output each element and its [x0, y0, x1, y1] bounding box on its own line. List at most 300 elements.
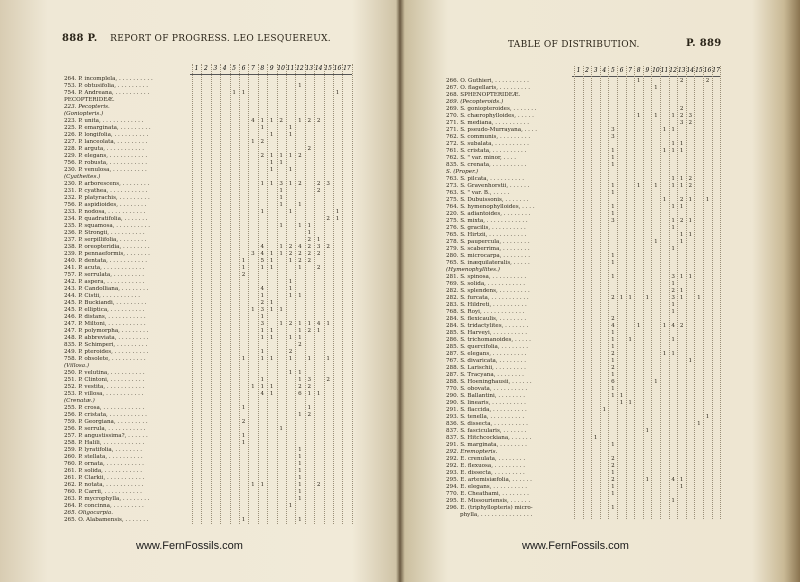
species-name: 763. S. pilcata, . . . . . . . . . . [446, 176, 524, 182]
species-name: 287. S. Tracyana, . . . . . . . . [446, 372, 524, 378]
table-row [446, 85, 720, 92]
species-name: 223. Pecopteris. [64, 104, 110, 110]
occurrence-mark: 2 [307, 384, 312, 390]
occurrence-mark: 3 [671, 274, 675, 280]
occurrence-mark: 1 [636, 113, 641, 119]
occurrence-mark: 1 [269, 307, 274, 313]
table-row [64, 314, 352, 321]
species-name: 279. S. scaberrima, . . . . . . . . [446, 246, 530, 252]
table-row [446, 484, 720, 491]
occurrence-mark: 1 [251, 139, 255, 145]
species-name: 262. P. notata, . . . . . . . . . . . [64, 482, 144, 488]
occurrence-mark: 1 [636, 183, 641, 189]
table-row [64, 370, 352, 377]
species-name: 247. P. Miltoni, . . . . . . . . . . . [64, 321, 146, 327]
species-name: 283. S. Hildreti, . . . . . . . . . . [446, 302, 527, 308]
occurrence-mark: 2 [298, 153, 302, 159]
table-row [446, 246, 720, 253]
occurrence-mark: 1 [671, 113, 675, 119]
occurrence-mark: 1 [316, 328, 321, 334]
column-header-16: 16 [333, 65, 342, 72]
column-header-16: 16 [703, 67, 712, 74]
table-row [446, 78, 720, 85]
species-name: 245. P. Buckiandi, . . . . . . . . . [64, 300, 147, 306]
occurrence-mark: 2 [611, 365, 615, 371]
species-name: 754. P. Andreana, . . . . . . . . . . [64, 90, 150, 96]
species-name: 268. SPHENOPTERIDEÆ. [446, 92, 521, 98]
table-row [446, 288, 720, 295]
occurrence-mark: 1 [679, 148, 684, 154]
occurrence-mark: 1 [662, 197, 667, 203]
species-name: 229. P. elegans, . . . . . . . . . . . [64, 153, 148, 159]
column-header-4: 4 [602, 67, 607, 74]
species-name: 835. S. crenata, . . . . . . . . . . [446, 162, 527, 168]
occurrence-mark: 1 [679, 141, 684, 147]
occurrence-mark: 1 [298, 517, 302, 523]
occurrence-mark: 1 [679, 477, 684, 483]
species-name: 753. P. obtusifolia, . . . . . . . . . [64, 83, 149, 89]
occurrence-mark: 2 [260, 139, 265, 145]
species-name: 770. S. obovata, . . . . . . . . . . [446, 386, 528, 392]
species-name: 292. Eremopteris. [446, 449, 498, 455]
table-row [446, 421, 720, 428]
table-row [64, 496, 352, 503]
occurrence-mark: 4 [298, 244, 302, 250]
table-row [446, 169, 720, 176]
table-row [64, 363, 352, 370]
occurrence-mark: 1 [619, 393, 624, 399]
occurrence-mark: 1 [654, 379, 658, 385]
species-name: 256. P. cristata, . . . . . . . . . . . [64, 412, 147, 418]
species-name: 270. S. chærophylloides, . . . . . [446, 113, 534, 119]
occurrence-mark: 1 [671, 302, 675, 308]
table-row [64, 146, 352, 153]
occurrence-mark: 1 [679, 232, 684, 238]
occurrence-mark: 1 [288, 209, 293, 215]
occurrence-mark: 2 [279, 118, 283, 124]
occurrence-mark: 1 [705, 197, 710, 203]
occurrence-mark: 1 [679, 176, 684, 182]
occurrence-mark: 1 [298, 496, 302, 502]
table-row [446, 267, 720, 274]
table-row [446, 456, 720, 463]
occurrence-mark: 1 [260, 384, 265, 390]
table-row [64, 377, 352, 384]
table-row [64, 286, 352, 293]
occurrence-mark: 1 [241, 440, 246, 446]
species-name: 220. S. adiantoides, . . . . . . . . [446, 211, 531, 217]
species-name: 233. P. nodosa, . . . . . . . . . . . [64, 209, 146, 215]
right-footer-url[interactable]: www.FernFossils.com [522, 540, 629, 552]
occurrence-mark: 1 [611, 484, 615, 490]
column-header-8: 8 [636, 67, 641, 74]
species-name: 292. E. flexuosa, . . . . . . . . . [446, 463, 526, 469]
column-divider [720, 66, 721, 519]
occurrence-mark: 1 [260, 181, 265, 187]
species-name: 756. P. aspidioides, . . . . . . . . [64, 202, 147, 208]
table-row [64, 118, 352, 125]
occurrence-mark: 3 [679, 120, 684, 126]
occurrence-mark: 1 [298, 265, 302, 271]
table-row [64, 111, 352, 118]
occurrence-mark: 1 [611, 470, 615, 476]
table-row [64, 139, 352, 146]
occurrence-mark: 1 [288, 503, 293, 509]
occurrence-mark: 1 [241, 356, 246, 362]
occurrence-mark: 1 [260, 482, 265, 488]
species-name: 247. P. polymorpha, . . . . . . . . [64, 328, 149, 334]
occurrence-mark: 1 [316, 391, 321, 397]
occurrence-mark: 2 [611, 463, 615, 469]
occurrence-mark: 1 [279, 223, 283, 229]
table-row [64, 482, 352, 489]
table-row [64, 454, 352, 461]
table-row [64, 230, 352, 237]
occurrence-mark: 1 [688, 197, 693, 203]
occurrence-mark: 1 [611, 358, 615, 364]
table-row [64, 391, 352, 398]
table-row [64, 188, 352, 195]
table-row [64, 83, 352, 90]
occurrence-mark: 2 [611, 295, 615, 301]
species-name: phylla, . . . . . . . . . . . . . . . [460, 512, 533, 518]
occurrence-mark: 1 [269, 328, 274, 334]
occurrence-mark: 2 [307, 412, 312, 418]
occurrence-mark: 1 [645, 295, 650, 301]
table-row [446, 204, 720, 211]
column-header-6: 6 [241, 65, 246, 72]
occurrence-mark: 1 [298, 489, 302, 495]
occurrence-mark: 1 [611, 386, 615, 392]
occurrence-mark: 3 [671, 295, 675, 301]
occurrence-mark: 2 [316, 265, 321, 271]
species-name: (Villosa.) [64, 363, 90, 369]
species-name: 288. S. Hoeninghausii, . . . . . . [446, 379, 532, 385]
occurrence-mark: 1 [241, 90, 246, 96]
occurrence-mark: 1 [241, 517, 246, 523]
species-name: 295. E. artemisiæfolia, . . . . . . [446, 477, 532, 483]
occurrence-mark: 1 [688, 274, 693, 280]
species-name: 243. P. Candolliana, . . . . . . . . [64, 286, 149, 292]
occurrence-mark: 1 [269, 335, 274, 341]
occurrence-mark: 1 [241, 265, 246, 271]
occurrence-mark: 1 [619, 295, 624, 301]
occurrence-mark: 1 [671, 337, 675, 343]
occurrence-mark: 1 [628, 337, 632, 343]
species-name: 260. P. stellata, . . . . . . . . . . [64, 454, 143, 460]
table-row [446, 400, 720, 407]
table-row [446, 295, 720, 302]
occurrence-mark: 1 [679, 288, 684, 294]
occurrence-mark: 1 [662, 148, 667, 154]
occurrence-mark: 3 [307, 377, 312, 383]
column-header-11: 11 [286, 65, 295, 72]
column-header-8: 8 [260, 65, 265, 72]
occurrence-mark: 1 [298, 335, 302, 341]
column-header-5: 5 [610, 67, 615, 74]
column-header-1: 1 [576, 67, 581, 74]
species-name: 284. S. flexicaulis, . . . . . . . . [446, 316, 527, 322]
occurrence-mark: 2 [260, 300, 265, 306]
table-row [64, 237, 352, 244]
column-header-3: 3 [213, 65, 218, 72]
column-divider [352, 64, 353, 524]
occurrence-mark: 4 [260, 286, 265, 292]
occurrence-mark: 1 [611, 330, 615, 336]
species-name: 241. P. acuta, . . . . . . . . . . . . [64, 265, 145, 271]
occurrence-mark: 2 [298, 251, 302, 257]
species-name: 250. P. velutina, . . . . . . . . . . [64, 370, 145, 376]
species-name: 282. S. splendens, . . . . . . . . . [446, 288, 530, 294]
occurrence-mark: 1 [593, 435, 598, 441]
occurrence-mark: 1 [241, 433, 246, 439]
left-page-header [62, 33, 331, 44]
species-name: 761. S. cristata, . . . . . . . . . . [446, 148, 527, 154]
right-page-number: P. 889 [686, 38, 722, 49]
occurrence-mark: 1 [679, 484, 684, 490]
occurrence-mark: 1 [279, 426, 283, 432]
table-row [64, 195, 352, 202]
occurrence-mark: 1 [288, 370, 293, 376]
occurrence-mark: 1 [279, 188, 283, 194]
occurrence-mark: 1 [645, 477, 650, 483]
occurrence-mark: 5 [260, 258, 265, 264]
occurrence-mark: 1 [671, 127, 675, 133]
occurrence-mark: 4 [611, 323, 615, 329]
table-row [446, 120, 720, 127]
table-row [64, 279, 352, 286]
column-header-3: 3 [593, 67, 598, 74]
column-header-12: 12 [669, 67, 677, 74]
table-row [446, 99, 720, 106]
table-row [446, 232, 720, 239]
left-footer-url[interactable]: www.FernFossils.com [136, 540, 243, 552]
occurrence-mark: 1 [298, 454, 302, 460]
occurrence-mark: 2 [316, 181, 321, 187]
occurrence-mark: 1 [326, 321, 330, 327]
table-row [64, 356, 352, 363]
table-row [446, 435, 720, 442]
occurrence-mark: 1 [679, 204, 684, 210]
occurrence-mark: 1 [260, 356, 265, 362]
occurrence-mark: 1 [611, 155, 615, 161]
table-row [446, 225, 720, 232]
occurrence-mark: 1 [679, 274, 684, 280]
left-page [0, 0, 396, 582]
table-row [64, 335, 352, 342]
occurrence-mark: 1 [671, 148, 675, 154]
species-name: 271. S. pseudo-Murrayana, . . . . [446, 127, 538, 133]
species-name: 291. S. flaccida, . . . . . . . . . . [446, 407, 527, 413]
table-row [446, 260, 720, 267]
table-row [64, 265, 352, 272]
species-name: 251. P. Clintoni, . . . . . . . . . . [64, 377, 145, 383]
occurrence-mark: 1 [316, 237, 321, 243]
occurrence-mark: 1 [279, 153, 283, 159]
table-row [64, 349, 352, 356]
table-row [64, 461, 352, 468]
occurrence-mark: 2 [307, 146, 312, 152]
occurrence-mark: 1 [628, 400, 632, 406]
occurrence-mark: 4 [260, 251, 265, 257]
species-name: 253. P. villosa, . . . . . . . . . . . [64, 391, 144, 397]
table-row [64, 300, 352, 307]
occurrence-mark: 2 [679, 323, 684, 329]
occurrence-mark: 1 [671, 176, 675, 182]
occurrence-mark: 1 [279, 202, 283, 208]
species-name: 837. S. Hitchcockiana, . . . . . . [446, 435, 532, 441]
occurrence-mark: 2 [671, 288, 675, 294]
species-name: 290. S. Ballantini, . . . . . . . . [446, 393, 526, 399]
table-row [446, 92, 720, 99]
species-name: 265. Oligocarpia. [64, 510, 113, 516]
table-row [446, 463, 720, 470]
column-header-13: 13 [305, 65, 314, 72]
occurrence-mark: 1 [611, 505, 615, 511]
species-name: 290. S. linearis, . . . . . . . . . . [446, 400, 526, 406]
occurrence-mark: 1 [269, 118, 274, 124]
species-name: 231. P. cyathea, . . . . . . . . . . . [64, 188, 148, 194]
occurrence-mark: 3 [688, 113, 693, 119]
species-name: (Crenatæ.) [64, 398, 95, 404]
occurrence-mark: 1 [326, 356, 330, 362]
occurrence-mark: 1 [611, 211, 615, 217]
column-header-15: 15 [695, 67, 703, 74]
species-name: 230. P. arborescens, . . . . . . . . [64, 181, 150, 187]
occurrence-mark: 2 [241, 272, 246, 278]
table-row [64, 293, 352, 300]
occurrence-mark: 2 [705, 78, 710, 84]
occurrence-mark: 1 [279, 307, 283, 313]
occurrence-mark: 2 [260, 153, 265, 159]
occurrence-mark: 1 [298, 202, 302, 208]
species-name: 255. P. crosa, . . . . . . . . . . . . [64, 405, 145, 411]
occurrence-mark: 3 [251, 251, 255, 257]
occurrence-mark: 1 [269, 160, 274, 166]
occurrence-mark: 1 [298, 377, 302, 383]
occurrence-mark: 1 [679, 295, 684, 301]
species-name: 263. P. mycrophylla, . . . . . . . . [64, 496, 150, 502]
table-row [64, 97, 352, 104]
table-row [64, 398, 352, 405]
occurrence-mark: 1 [269, 258, 274, 264]
occurrence-mark: 2 [688, 183, 693, 189]
table-row [64, 125, 352, 132]
species-name: 249. P. pteroides, . . . . . . . . . . [64, 349, 149, 355]
occurrence-mark: 1 [662, 127, 667, 133]
table-row [64, 440, 352, 447]
occurrence-mark: 1 [269, 384, 274, 390]
occurrence-mark: 1 [619, 400, 624, 406]
table-row [446, 414, 720, 421]
occurrence-mark: 1 [671, 183, 675, 189]
occurrence-mark: 1 [288, 356, 293, 362]
occurrence-mark: 2 [307, 328, 312, 334]
occurrence-mark: 2 [611, 456, 615, 462]
occurrence-mark: 1 [307, 223, 312, 229]
occurrence-mark: 1 [335, 90, 340, 96]
occurrence-mark: 1 [602, 407, 607, 413]
column-header-15: 15 [324, 65, 332, 72]
occurrence-mark: 1 [611, 337, 615, 343]
occurrence-mark: 1 [611, 372, 615, 378]
occurrence-mark: 2 [679, 78, 684, 84]
table-row [446, 253, 720, 260]
occurrence-mark: 1 [307, 356, 312, 362]
species-name: 762. S. communis, . . . . . . . . . [446, 134, 531, 140]
column-header-5: 5 [232, 65, 236, 72]
species-name: 757. P. serrulata, . . . . . . . . . [64, 272, 145, 278]
occurrence-mark: 1 [636, 78, 641, 84]
column-header-11: 11 [660, 67, 669, 74]
occurrence-mark: 1 [611, 162, 615, 168]
species-name: 259. P. lyratifolia, . . . . . . . . [64, 447, 142, 453]
occurrence-mark: 1 [611, 183, 615, 189]
species-name: 282. S. furcata, . . . . . . . . . . . [446, 295, 529, 301]
occurrence-mark: 1 [662, 323, 667, 329]
species-name: 836. S. dissecta, . . . . . . . . . . [446, 421, 528, 427]
table-row [64, 216, 352, 223]
occurrence-mark: 1 [279, 244, 283, 250]
table-row [446, 302, 720, 309]
occurrence-mark: 4 [260, 391, 265, 397]
table-row [446, 113, 720, 120]
table-row [446, 176, 720, 183]
occurrence-mark: 1 [269, 265, 274, 271]
occurrence-mark: 1 [232, 90, 236, 96]
species-name: 286. S. trichomanoides, . . . . . [446, 337, 531, 343]
occurrence-mark: 1 [654, 85, 658, 91]
occurrence-mark: 1 [298, 328, 302, 334]
occurrence-mark: 1 [269, 356, 274, 362]
occurrence-mark: 1 [671, 498, 675, 504]
species-name: 267. O. flagellaris, . . . . . . . . . [446, 85, 531, 91]
occurrence-mark: 2 [288, 349, 293, 355]
occurrence-mark: 1 [654, 113, 658, 119]
table-row [64, 405, 352, 412]
occurrence-mark: 2 [298, 384, 302, 390]
species-name: 285. S. Harveyi, . . . . . . . . . . [446, 330, 528, 336]
table-row [446, 407, 720, 414]
occurrence-mark: 3 [260, 307, 265, 313]
occurrence-mark: 1 [260, 377, 265, 383]
species-name: 225. P. emarginata, . . . . . . . . . [64, 125, 151, 131]
left-page-number: 888 P. [62, 33, 98, 44]
table-row [64, 174, 352, 181]
table-row [64, 223, 352, 230]
table-row [446, 141, 720, 148]
column-header-2: 2 [585, 67, 589, 74]
table-row [64, 307, 352, 314]
table-row [446, 358, 720, 365]
occurrence-mark: 1 [288, 153, 293, 159]
occurrence-mark: 2 [679, 218, 684, 224]
occurrence-mark: 2 [611, 351, 615, 357]
occurrence-mark: 1 [298, 475, 302, 481]
species-name: 266. O. Guthieri, . . . . . . . . . . [446, 78, 529, 84]
table-row [64, 447, 352, 454]
species-name: 764. S. hymenophylloides, . . . . [446, 204, 535, 210]
occurrence-mark: 1 [251, 307, 255, 313]
occurrence-mark: 2 [611, 477, 615, 483]
table-row [64, 419, 352, 426]
column-header-9: 9 [269, 65, 274, 72]
occurrence-mark: 1 [671, 218, 675, 224]
table-row [64, 104, 352, 111]
occurrence-mark: 1 [260, 335, 265, 341]
occurrence-mark: 3 [260, 321, 265, 327]
occurrence-mark: 1 [671, 246, 675, 252]
